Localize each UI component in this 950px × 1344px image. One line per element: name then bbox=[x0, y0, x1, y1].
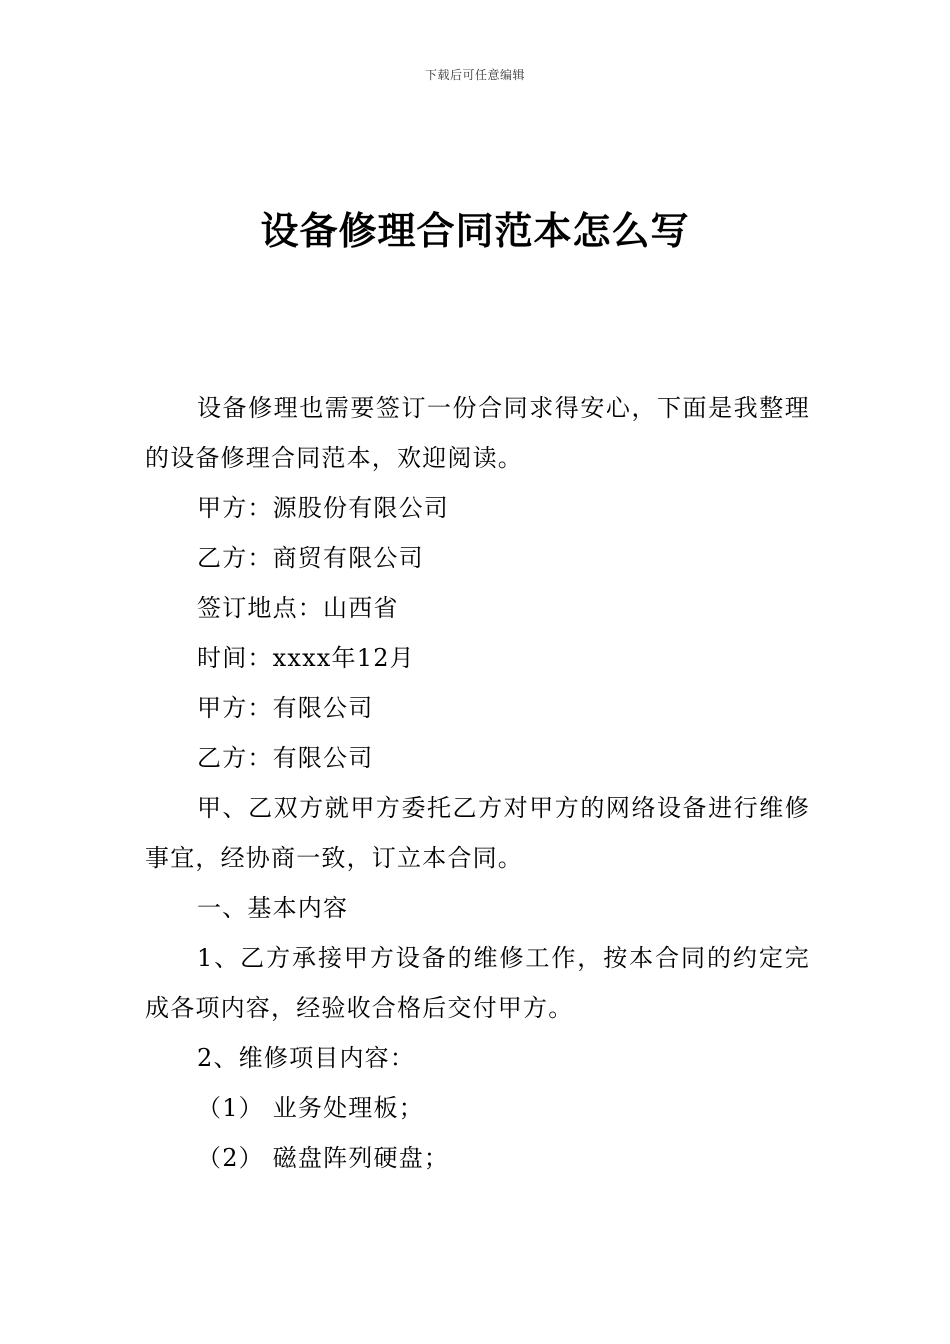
party-b-line-2: 乙方：有限公司 bbox=[197, 744, 374, 772]
intro-paragraph: 设备修理也需要签订一份合同求得安心，下面是我整理的设备修理合同范本，欢迎阅读。 bbox=[145, 394, 810, 472]
clause-1: 1、乙方承接甲方设备的维修工作，按本合同的约定完成各项内容，经验收合格后交付甲方。 bbox=[145, 944, 810, 1022]
page-header-note: 下载后可任意编辑 bbox=[424, 68, 525, 82]
document-title: 设备修理合同范本怎么写 bbox=[260, 208, 690, 253]
clause-2: 2、维修项目内容： bbox=[197, 1044, 416, 1072]
agreement-paragraph: 甲、乙双方就甲方委托乙方对甲方的网络设备进行维修事宜，经协商一致，订立本合同。 bbox=[145, 794, 810, 872]
repair-item-2: （2） 磁盘阵列硬盘； bbox=[197, 1144, 450, 1172]
party-b-line: 乙方：商贸有限公司 bbox=[197, 544, 424, 572]
document-body bbox=[145, 383, 810, 1183]
date-line: 时间：xxxx年12月 bbox=[197, 644, 415, 672]
party-a-line-2: 甲方：有限公司 bbox=[197, 694, 374, 722]
party-a-line: 甲方：源股份有限公司 bbox=[197, 494, 449, 522]
section-heading-basic-content: 一、基本内容 bbox=[197, 894, 349, 922]
repair-item-1: （1） 业务处理板； bbox=[197, 1094, 424, 1122]
signing-place-line: 签订地点：山西省 bbox=[197, 594, 399, 622]
